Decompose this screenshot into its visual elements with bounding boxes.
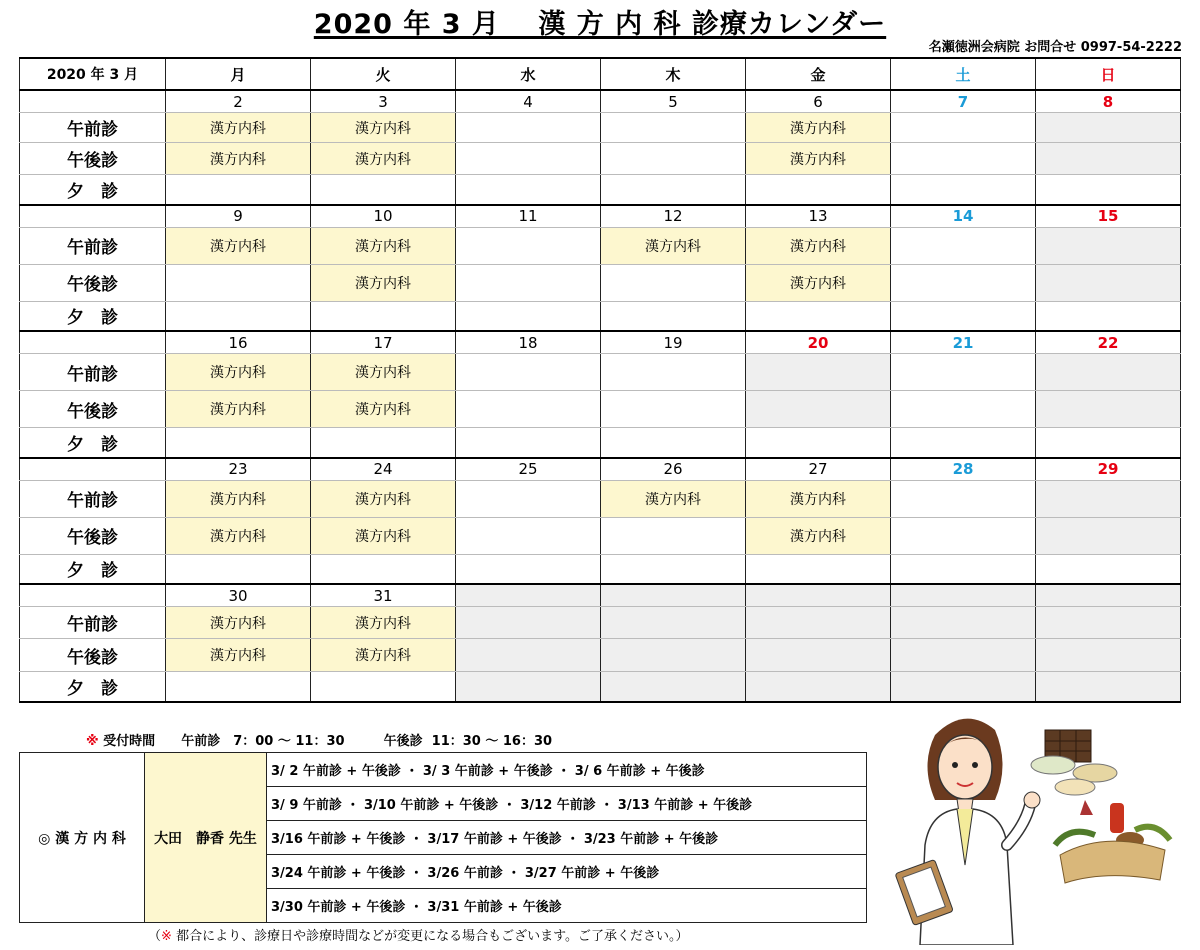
reception-hours: ※ 受付時間 午前診 7：00 ～ 11：30 午後診 11：30 ～ 16：30 <box>86 734 553 749</box>
slot-row <box>20 391 1181 428</box>
date-cell: 18 <box>456 331 601 354</box>
clinic-slot <box>456 175 601 205</box>
date-row <box>20 458 1181 481</box>
department-name: ◎ 漢 方 内 科 <box>20 753 145 923</box>
clinic-slot <box>746 554 891 584</box>
weekday-header-row <box>20 58 1181 90</box>
slot-label: 夕 診 <box>20 672 166 702</box>
clinic-slot <box>456 354 601 391</box>
date-cell: 27 <box>746 458 891 481</box>
clinic-slot <box>311 428 456 458</box>
slot-row <box>20 143 1181 175</box>
weekday-fri: 金 <box>746 58 891 90</box>
slot-label: 午前診 <box>20 113 166 143</box>
clinic-slot <box>601 143 746 175</box>
clinic-slot <box>891 113 1036 143</box>
weekday-sun: 日 <box>1036 58 1181 90</box>
date-cell: 21 <box>891 331 1036 354</box>
clinic-slot <box>601 639 746 672</box>
date-cell: 23 <box>166 458 311 481</box>
clinic-slot <box>746 175 891 205</box>
clinic-slot-available: 漢方内科 <box>311 354 456 391</box>
date-cell: 5 <box>601 90 746 113</box>
date-cell: 8 <box>1036 90 1181 113</box>
clinic-slot <box>311 301 456 331</box>
slot-row <box>20 264 1181 301</box>
date-row <box>20 584 1181 607</box>
slot-label: 午前診 <box>20 354 166 391</box>
clinic-slot <box>1036 480 1181 517</box>
clinic-slot <box>891 227 1036 264</box>
weekday-wed: 水 <box>456 58 601 90</box>
clinic-slot <box>601 175 746 205</box>
clinic-slot <box>166 264 311 301</box>
clinic-slot-available: 漢方内科 <box>311 607 456 639</box>
schedule-line: 3/ 2 午前診 + 午後診 ・ 3/ 3 午前診 + 午後診 ・ 3/ 6 午前診 + 午後診 <box>267 753 867 787</box>
clinic-slot <box>456 672 601 702</box>
schedule-line: 3/ 9 午前診 ・ 3/10 午前診 + 午後診 ・ 3/12 午前診 ・ 3/13 午前診 + 午後診 <box>267 787 867 821</box>
clinic-slot <box>601 672 746 702</box>
date-row-label <box>20 205 166 228</box>
clinic-slot <box>456 301 601 331</box>
clinic-slot <box>311 554 456 584</box>
date-row <box>20 205 1181 228</box>
weekday-tue: 火 <box>311 58 456 90</box>
page-title: 2020 年 3 月 漢 方 内 科 診療カレンダー <box>313 9 887 40</box>
slot-label: 午前診 <box>20 227 166 264</box>
clinic-slot <box>601 554 746 584</box>
slot-label: 午後診 <box>20 517 166 554</box>
clinic-slot <box>891 264 1036 301</box>
date-cell <box>891 584 1036 607</box>
clinic-slot <box>1036 143 1181 175</box>
clinic-slot-available: 漢方内科 <box>166 143 311 175</box>
slot-label: 夕 診 <box>20 554 166 584</box>
clinic-slot <box>1036 607 1181 639</box>
clinic-slot <box>1036 391 1181 428</box>
clinic-slot-available: 漢方内科 <box>746 113 891 143</box>
date-cell: 30 <box>166 584 311 607</box>
clinic-slot <box>1036 113 1181 143</box>
clinic-slot-available: 漢方内科 <box>166 607 311 639</box>
slot-row <box>20 227 1181 264</box>
clinic-slot-available: 漢方内科 <box>166 639 311 672</box>
date-row-label <box>20 90 166 113</box>
date-cell: 25 <box>456 458 601 481</box>
clinic-slot <box>601 354 746 391</box>
weekday-sat: 土 <box>891 58 1036 90</box>
month-label: 2020 年 3 月 <box>20 58 166 90</box>
clinic-slot <box>891 301 1036 331</box>
clinic-slot <box>1036 175 1181 205</box>
slot-label: 午前診 <box>20 480 166 517</box>
clinic-slot-available: 漢方内科 <box>311 143 456 175</box>
clinic-slot <box>746 639 891 672</box>
calendar-table <box>19 57 1181 703</box>
date-row-label <box>20 331 166 354</box>
clinic-slot-available: 漢方内科 <box>601 480 746 517</box>
doctor-name: 大田 静香 先生 <box>145 753 267 923</box>
change-notice: （※ 都合により、診療日や診療時間などが変更になる場合もございます。ご了承ください。） <box>148 929 689 944</box>
date-cell <box>601 584 746 607</box>
slot-row <box>20 175 1181 205</box>
clinic-slot <box>891 175 1036 205</box>
date-cell: 17 <box>311 331 456 354</box>
doctor-with-herbal-medicine-illustration <box>895 705 1185 945</box>
clinic-slot-available: 漢方内科 <box>311 227 456 264</box>
schedule-line: 3/24 午前診 + 午後診 ・ 3/26 午前診 ・ 3/27 午前診 + 午後診 <box>267 855 867 889</box>
clinic-slot <box>601 428 746 458</box>
date-cell: 2 <box>166 90 311 113</box>
date-cell: 6 <box>746 90 891 113</box>
clinic-slot <box>1036 354 1181 391</box>
date-cell: 19 <box>601 331 746 354</box>
slot-row <box>20 354 1181 391</box>
clinic-slot-available: 漢方内科 <box>311 264 456 301</box>
clinic-slot <box>166 301 311 331</box>
clinic-slot <box>456 391 601 428</box>
clinic-slot-available: 漢方内科 <box>601 227 746 264</box>
slot-label: 夕 診 <box>20 428 166 458</box>
clinic-slot <box>746 301 891 331</box>
clinic-slot <box>166 554 311 584</box>
date-cell: 15 <box>1036 205 1181 228</box>
clinic-slot <box>891 428 1036 458</box>
schedule-line: 3/30 午前診 + 午後診 ・ 3/31 午前診 + 午後診 <box>267 889 867 923</box>
slot-label: 夕 診 <box>20 301 166 331</box>
date-cell: 12 <box>601 205 746 228</box>
clinic-slot <box>1036 639 1181 672</box>
clinic-slot <box>1036 517 1181 554</box>
date-cell: 24 <box>311 458 456 481</box>
weekday-thu: 木 <box>601 58 746 90</box>
slot-row <box>20 480 1181 517</box>
clinic-slot <box>456 517 601 554</box>
date-cell <box>456 584 601 607</box>
clinic-slot <box>166 175 311 205</box>
date-cell: 14 <box>891 205 1036 228</box>
clinic-slot <box>166 428 311 458</box>
clinic-slot <box>1036 428 1181 458</box>
clinic-slot <box>891 354 1036 391</box>
doctor-schedule-table <box>19 752 867 923</box>
date-cell: 22 <box>1036 331 1181 354</box>
clinic-slot <box>746 391 891 428</box>
doctor-figure-icon <box>895 719 1040 945</box>
date-cell: 28 <box>891 458 1036 481</box>
clinic-slot-available: 漢方内科 <box>311 480 456 517</box>
clinic-slot <box>891 391 1036 428</box>
date-cell: 20 <box>746 331 891 354</box>
weekday-mon: 月 <box>166 58 311 90</box>
clinic-slot <box>601 517 746 554</box>
clinic-slot <box>456 264 601 301</box>
clinic-slot <box>601 301 746 331</box>
clinic-slot <box>311 672 456 702</box>
date-cell: 3 <box>311 90 456 113</box>
clinic-slot <box>601 607 746 639</box>
date-cell: 29 <box>1036 458 1181 481</box>
slot-row <box>20 672 1181 702</box>
slot-label: 午後診 <box>20 391 166 428</box>
schedule-line: 3/16 午前診 + 午後診 ・ 3/17 午前診 + 午後診 ・ 3/23 午前診 + 午後診 <box>267 821 867 855</box>
clinic-slot-available: 漢方内科 <box>166 517 311 554</box>
clinic-slot <box>891 639 1036 672</box>
slot-label: 午前診 <box>20 607 166 639</box>
clinic-slot <box>456 143 601 175</box>
slot-label: 午後診 <box>20 639 166 672</box>
clinic-slot <box>891 143 1036 175</box>
clinic-slot <box>746 607 891 639</box>
date-cell: 31 <box>311 584 456 607</box>
clinic-slot <box>311 175 456 205</box>
clinic-slot <box>456 554 601 584</box>
clinic-slot-available: 漢方内科 <box>166 227 311 264</box>
slot-row <box>20 517 1181 554</box>
clinic-slot <box>1036 554 1181 584</box>
slot-row <box>20 607 1181 639</box>
date-cell <box>1036 584 1181 607</box>
slot-row <box>20 301 1181 331</box>
date-row-label <box>20 584 166 607</box>
clinic-slot <box>166 672 311 702</box>
clinic-slot-available: 漢方内科 <box>746 143 891 175</box>
clinic-slot <box>746 354 891 391</box>
clinic-slot-available: 漢方内科 <box>166 354 311 391</box>
slot-row <box>20 554 1181 584</box>
clinic-slot-available: 漢方内科 <box>746 227 891 264</box>
date-cell: 4 <box>456 90 601 113</box>
date-row <box>20 331 1181 354</box>
date-cell: 9 <box>166 205 311 228</box>
clinic-slot <box>891 672 1036 702</box>
clinic-slot <box>456 639 601 672</box>
clinic-slot-available: 漢方内科 <box>166 480 311 517</box>
clinic-slot <box>746 428 891 458</box>
herbal-medicine-icon <box>1031 730 1170 883</box>
clinic-slot <box>456 607 601 639</box>
clinic-slot-available: 漢方内科 <box>311 639 456 672</box>
clinic-slot-available: 漢方内科 <box>746 517 891 554</box>
clinic-slot <box>601 264 746 301</box>
clinic-slot <box>891 517 1036 554</box>
date-cell: 26 <box>601 458 746 481</box>
clinic-slot-available: 漢方内科 <box>311 113 456 143</box>
clinic-slot-available: 漢方内科 <box>166 391 311 428</box>
slot-label: 午後診 <box>20 264 166 301</box>
clinic-slot <box>1036 264 1181 301</box>
date-row-label <box>20 458 166 481</box>
clinic-slot <box>456 428 601 458</box>
date-cell <box>746 584 891 607</box>
clinic-slot <box>746 672 891 702</box>
date-cell: 16 <box>166 331 311 354</box>
slot-row <box>20 428 1181 458</box>
clinic-slot <box>1036 227 1181 264</box>
clinic-slot-available: 漢方内科 <box>746 264 891 301</box>
slot-row <box>20 113 1181 143</box>
clinic-slot <box>891 607 1036 639</box>
clinic-slot-available: 漢方内科 <box>311 391 456 428</box>
date-cell: 10 <box>311 205 456 228</box>
clinic-slot <box>601 113 746 143</box>
clinic-slot-available: 漢方内科 <box>166 113 311 143</box>
slot-label: 夕 診 <box>20 175 166 205</box>
clinic-slot <box>1036 672 1181 702</box>
clinic-slot <box>456 113 601 143</box>
date-cell: 7 <box>891 90 1036 113</box>
slot-row <box>20 639 1181 672</box>
clinic-slot <box>456 480 601 517</box>
date-cell: 11 <box>456 205 601 228</box>
clinic-slot <box>891 554 1036 584</box>
clinic-slot-available: 漢方内科 <box>311 517 456 554</box>
date-row <box>20 90 1181 113</box>
clinic-slot <box>601 391 746 428</box>
clinic-slot <box>1036 301 1181 331</box>
date-cell: 13 <box>746 205 891 228</box>
contact-info: 名瀬徳洲会病院 お問合せ 0997-54-2222 <box>928 40 1182 55</box>
clinic-slot <box>891 480 1036 517</box>
clinic-slot <box>456 227 601 264</box>
clinic-slot-available: 漢方内科 <box>746 480 891 517</box>
slot-label: 午後診 <box>20 143 166 175</box>
